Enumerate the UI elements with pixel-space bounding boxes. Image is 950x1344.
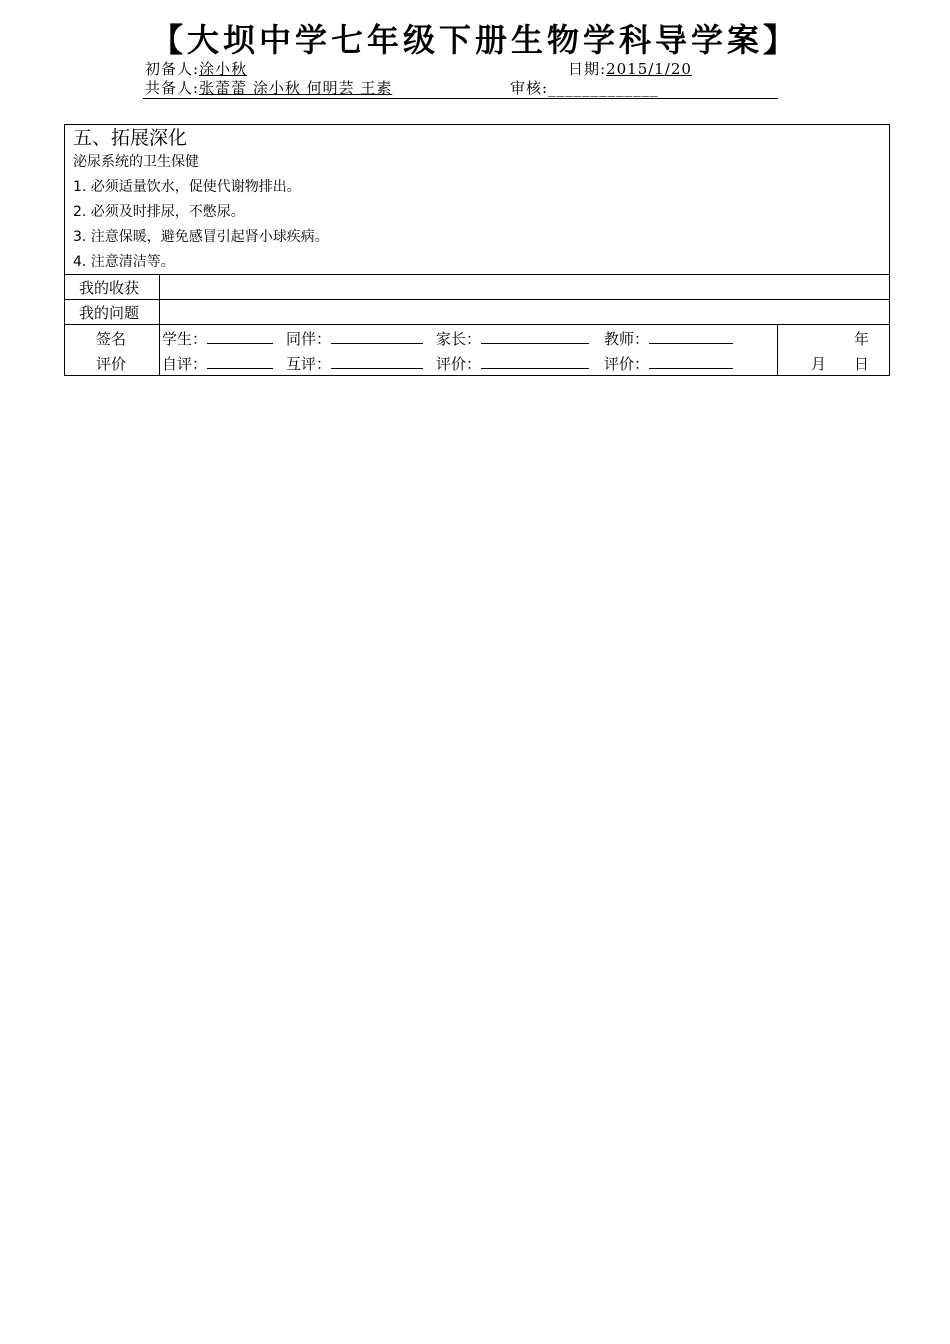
author-name: 涂小秋 [199,60,248,78]
table-divider [64,324,890,325]
section-subtitle: 泌尿系统的卫生保健 [73,154,199,170]
question-field[interactable] [161,301,888,323]
evaluate-label: 评价 [96,355,127,373]
gain-field[interactable] [161,276,888,298]
coauthors-label: 共备人: [145,79,200,97]
author-label: 初备人: [145,60,200,78]
question-label: 我的问题 [79,304,140,322]
date-value: 2015/1/20 [606,60,692,78]
coauthors-row [145,78,392,98]
header-rule [143,98,778,99]
author-row [145,59,247,79]
reviewer-row [510,78,659,98]
teacher-eval-field[interactable]: 评价： [604,354,733,374]
self-eval-field[interactable]: 自评： [162,354,273,374]
table-divider [64,274,890,275]
parent-eval-field[interactable]: 评价： [436,354,589,374]
student-sign-field[interactable]: 学生： [162,329,273,349]
peer-sign-field[interactable]: 同伴： [286,329,423,349]
sign-label: 签名 [96,330,127,348]
reviewer-blank: _____________ [548,79,659,97]
list-item: 1. 必须适量饮水，促使代谢物排出。 [73,179,301,195]
table-col-divider [777,324,778,376]
list-item: 2. 必须及时排尿，不憋尿。 [73,204,245,220]
gain-label: 我的收获 [79,279,140,297]
date-row [568,59,692,79]
reviewer-label: 审核: [510,79,549,97]
section-title: 五、拓展深化 [73,127,188,149]
date-label: 日期: [568,60,607,78]
table-divider [64,299,890,300]
list-item: 3. 注意保暖，避免感冒引起肾小球疾病。 [73,229,329,245]
teacher-sign-field[interactable]: 教师： [604,329,733,349]
list-item: 4. 注意清洁等。 [73,254,175,270]
table-col-divider [159,274,160,376]
date-year: 年 [854,330,870,348]
coauthors-names: 张蕾蕾 涂小秋 何明芸 王素 [199,79,393,97]
date-month: 月 [811,355,827,373]
parent-sign-field[interactable]: 家长： [436,329,589,349]
page-title: 【大坝中学七年级下册生物学科导学案】 [150,21,799,59]
date-day: 日 [854,355,870,373]
peer-eval-field[interactable]: 互评： [286,354,423,374]
